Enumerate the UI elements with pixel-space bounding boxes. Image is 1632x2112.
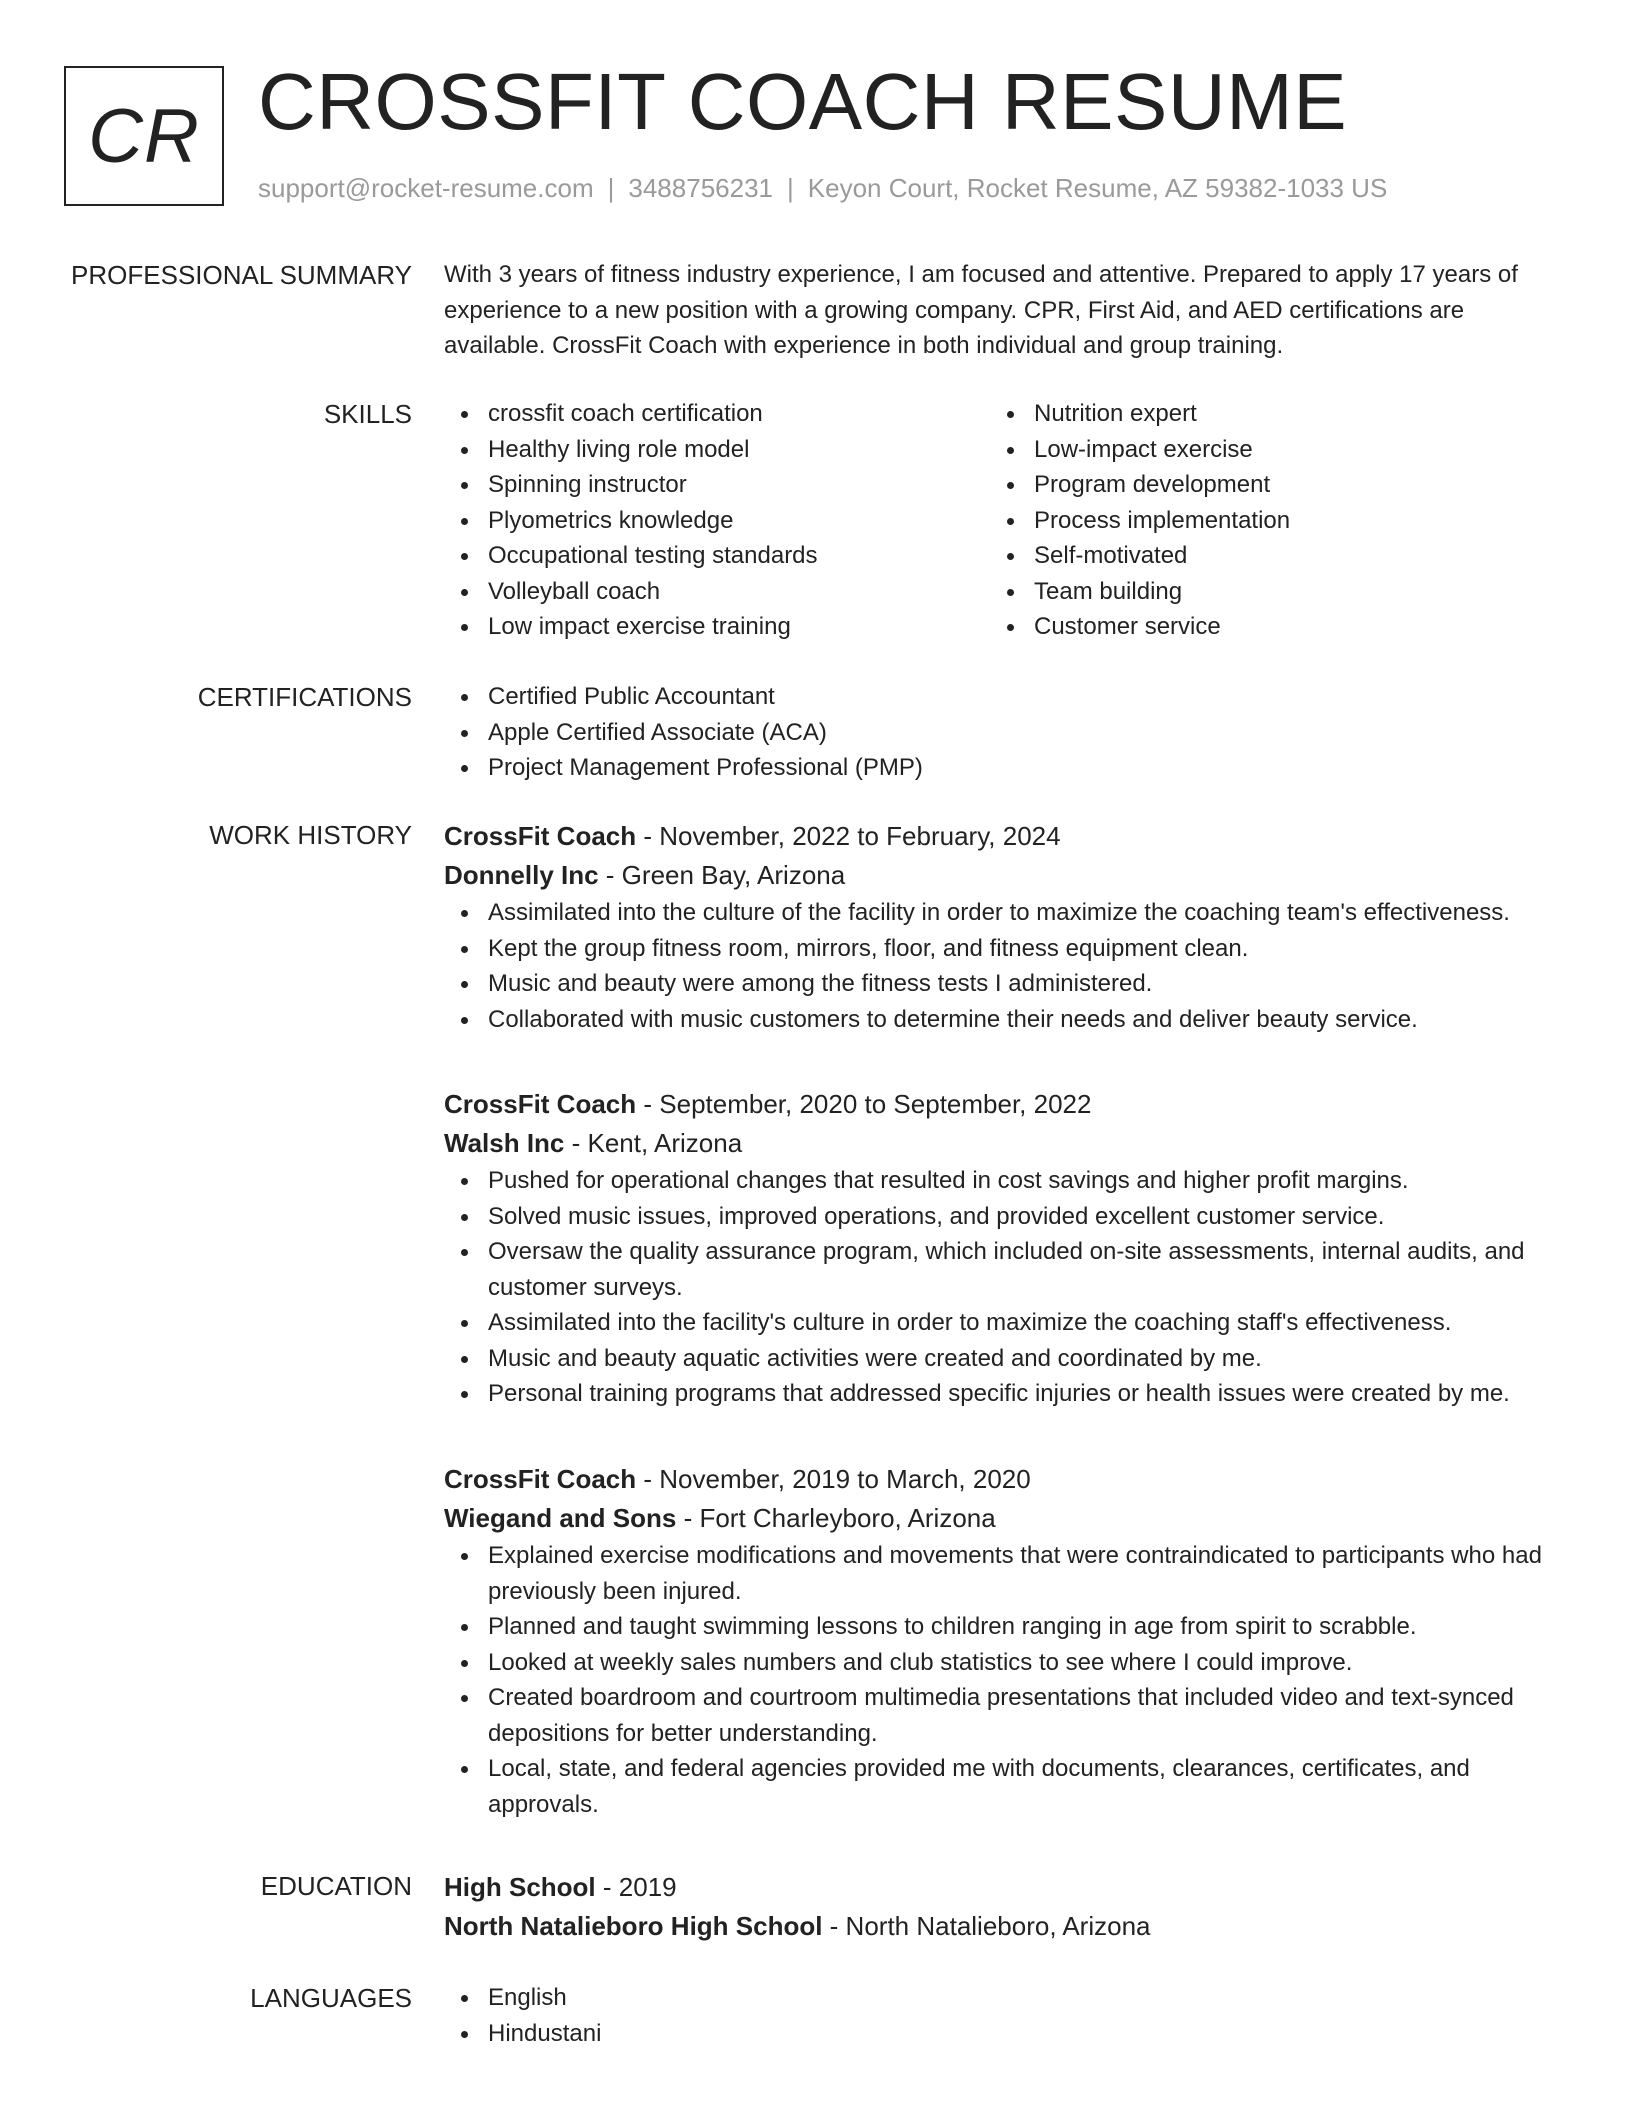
job-location: - Kent, Arizona <box>564 1128 743 1158</box>
certifications-list <box>444 679 1560 786</box>
section-heading: CERTIFICATIONS <box>197 682 412 712</box>
list-item: Collaborated with music customers to determine their needs and deliver beauty service. <box>444 1002 1560 1038</box>
list-item: Customer service <box>990 609 1536 645</box>
list-item: Looked at weekly sales numbers and club statistics to see where I could improve. <box>444 1645 1560 1681</box>
contact-address: Keyon Court, Rocket Resume, AZ 59382-1033 US <box>807 173 1388 203</box>
skills-content <box>444 396 1560 645</box>
job-title: CrossFit Coach <box>444 1464 637 1494</box>
job-title-line <box>444 1085 1560 1124</box>
education-degree-line <box>444 1868 1560 1907</box>
job-location: - Green Bay, Arizona <box>598 860 846 890</box>
section-heading: SKILLS <box>323 399 412 429</box>
job-duties-list <box>444 1538 1560 1822</box>
section-heading: PROFESSIONAL SUMMARY <box>71 260 412 290</box>
list-item: Local, state, and federal agencies provided me with documents, clearances, certificates, and approvals. <box>444 1751 1560 1822</box>
list-item: Program development <box>990 467 1536 503</box>
list-item: Personal training programs that addressed specific injuries or health issues were created by me. <box>444 1376 1560 1412</box>
list-item: Hindustani <box>444 2016 1560 2052</box>
job-company-line <box>444 1124 1560 1163</box>
list-item: Spinning instructor <box>444 467 990 503</box>
education-year: - 2019 <box>595 1872 677 1902</box>
list-item: Assimilated into the facility's culture in order to maximize the coaching staff's effectiveness. <box>444 1305 1560 1341</box>
education-location: - North Natalieboro, Arizona <box>822 1911 1151 1941</box>
job-location: - Fort Charleyboro, Arizona <box>676 1503 996 1533</box>
job-dates: - November, 2019 to March, 2020 <box>636 1464 1031 1494</box>
summary-text: With 3 years of fitness industry experience, I am focused and attentive. Prepared to apply 17 years of experience to a new position with a growing company. CPR, First Aid, and AED certifications are available. CrossFit Coach with experience in both individual and group training. <box>444 261 1518 359</box>
contact-separator: | <box>607 173 615 203</box>
list-item: Project Management Professional (PMP) <box>444 750 1560 786</box>
job-duties-list <box>444 895 1560 1037</box>
contact-phone: 3488756231 <box>628 173 773 203</box>
job-entry <box>444 817 1560 1037</box>
list-item: Nutrition expert <box>990 396 1536 432</box>
education-school-line <box>444 1907 1560 1946</box>
contact-email: support@rocket-resume.com <box>258 173 594 203</box>
job-company: Wiegand and Sons <box>444 1503 677 1533</box>
list-item: English <box>444 1980 1560 2016</box>
job-title: CrossFit Coach <box>444 821 637 851</box>
list-item: Volleyball coach <box>444 574 990 610</box>
education-content <box>444 1868 1560 1946</box>
list-item: Healthy living role model <box>444 432 990 468</box>
monogram-logo: CR <box>64 66 224 206</box>
list-item: crossfit coach certification <box>444 396 990 432</box>
list-item: Music and beauty aquatic activities were created and coordinated by me. <box>444 1341 1560 1377</box>
list-item: Kept the group fitness room, mirrors, floor, and fitness equipment clean. <box>444 931 1560 967</box>
list-item: Plyometrics knowledge <box>444 503 990 539</box>
job-title-line <box>444 817 1560 856</box>
job-company: Walsh Inc <box>444 1128 565 1158</box>
list-item: Created boardroom and courtroom multimedia presentations that included video and text-synced depositions for better understanding. <box>444 1680 1560 1751</box>
list-item: Low-impact exercise <box>990 432 1536 468</box>
list-item: Low impact exercise training <box>444 609 990 645</box>
education-school: North Natalieboro High School <box>444 1911 823 1941</box>
job-title: CrossFit Coach <box>444 1089 637 1119</box>
list-item: Oversaw the quality assurance program, which included on-site assessments, internal audits, and customer surveys. <box>444 1234 1560 1305</box>
list-item: Team building <box>990 574 1536 610</box>
list-item: Assimilated into the culture of the facility in order to maximize the coaching team's effectiveness. <box>444 895 1560 931</box>
resume-title: CROSSFIT COACH RESUME <box>258 57 1348 146</box>
job-dates: - November, 2022 to February, 2024 <box>636 821 1061 851</box>
job-company-line <box>444 1499 1560 1538</box>
contact-line <box>258 172 1387 204</box>
job-title-line <box>444 1460 1560 1499</box>
section-heading: WORK HISTORY <box>209 820 412 850</box>
languages-list <box>444 1980 1560 2051</box>
list-item: Explained exercise modifications and movements that were contraindicated to participants who had previously been injured. <box>444 1538 1560 1609</box>
job-company: Donnelly Inc <box>444 860 599 890</box>
list-item: Planned and taught swimming lessons to children ranging in age from spirit to scrabble. <box>444 1609 1560 1645</box>
job-duties-list <box>444 1163 1560 1412</box>
job-entry <box>444 1460 1560 1822</box>
list-item: Occupational testing standards <box>444 538 990 574</box>
list-item: Apple Certified Associate (ACA) <box>444 715 1560 751</box>
contact-separator: | <box>787 173 794 203</box>
job-entry <box>444 1085 1560 1412</box>
list-item: Solved music issues, improved operations, and provided excellent customer service. <box>444 1199 1560 1235</box>
list-item: Process implementation <box>990 503 1536 539</box>
section-heading: LANGUAGES <box>250 1983 412 2013</box>
section-heading: EDUCATION <box>260 1871 412 1901</box>
skills-list-right <box>990 396 1536 645</box>
list-item: Pushed for operational changes that resulted in cost savings and higher profit margins. <box>444 1163 1560 1199</box>
job-company-line <box>444 856 1560 895</box>
summary-content <box>444 257 1560 364</box>
languages-content <box>444 1980 1560 2051</box>
job-dates: - September, 2020 to September, 2022 <box>636 1089 1092 1119</box>
certifications-content <box>444 679 1560 786</box>
skills-list-left <box>444 396 990 645</box>
education-degree: High School <box>444 1872 596 1902</box>
list-item: Music and beauty were among the fitness tests I administered. <box>444 966 1560 1002</box>
list-item: Certified Public Accountant <box>444 679 1560 715</box>
list-item: Self-motivated <box>990 538 1536 574</box>
